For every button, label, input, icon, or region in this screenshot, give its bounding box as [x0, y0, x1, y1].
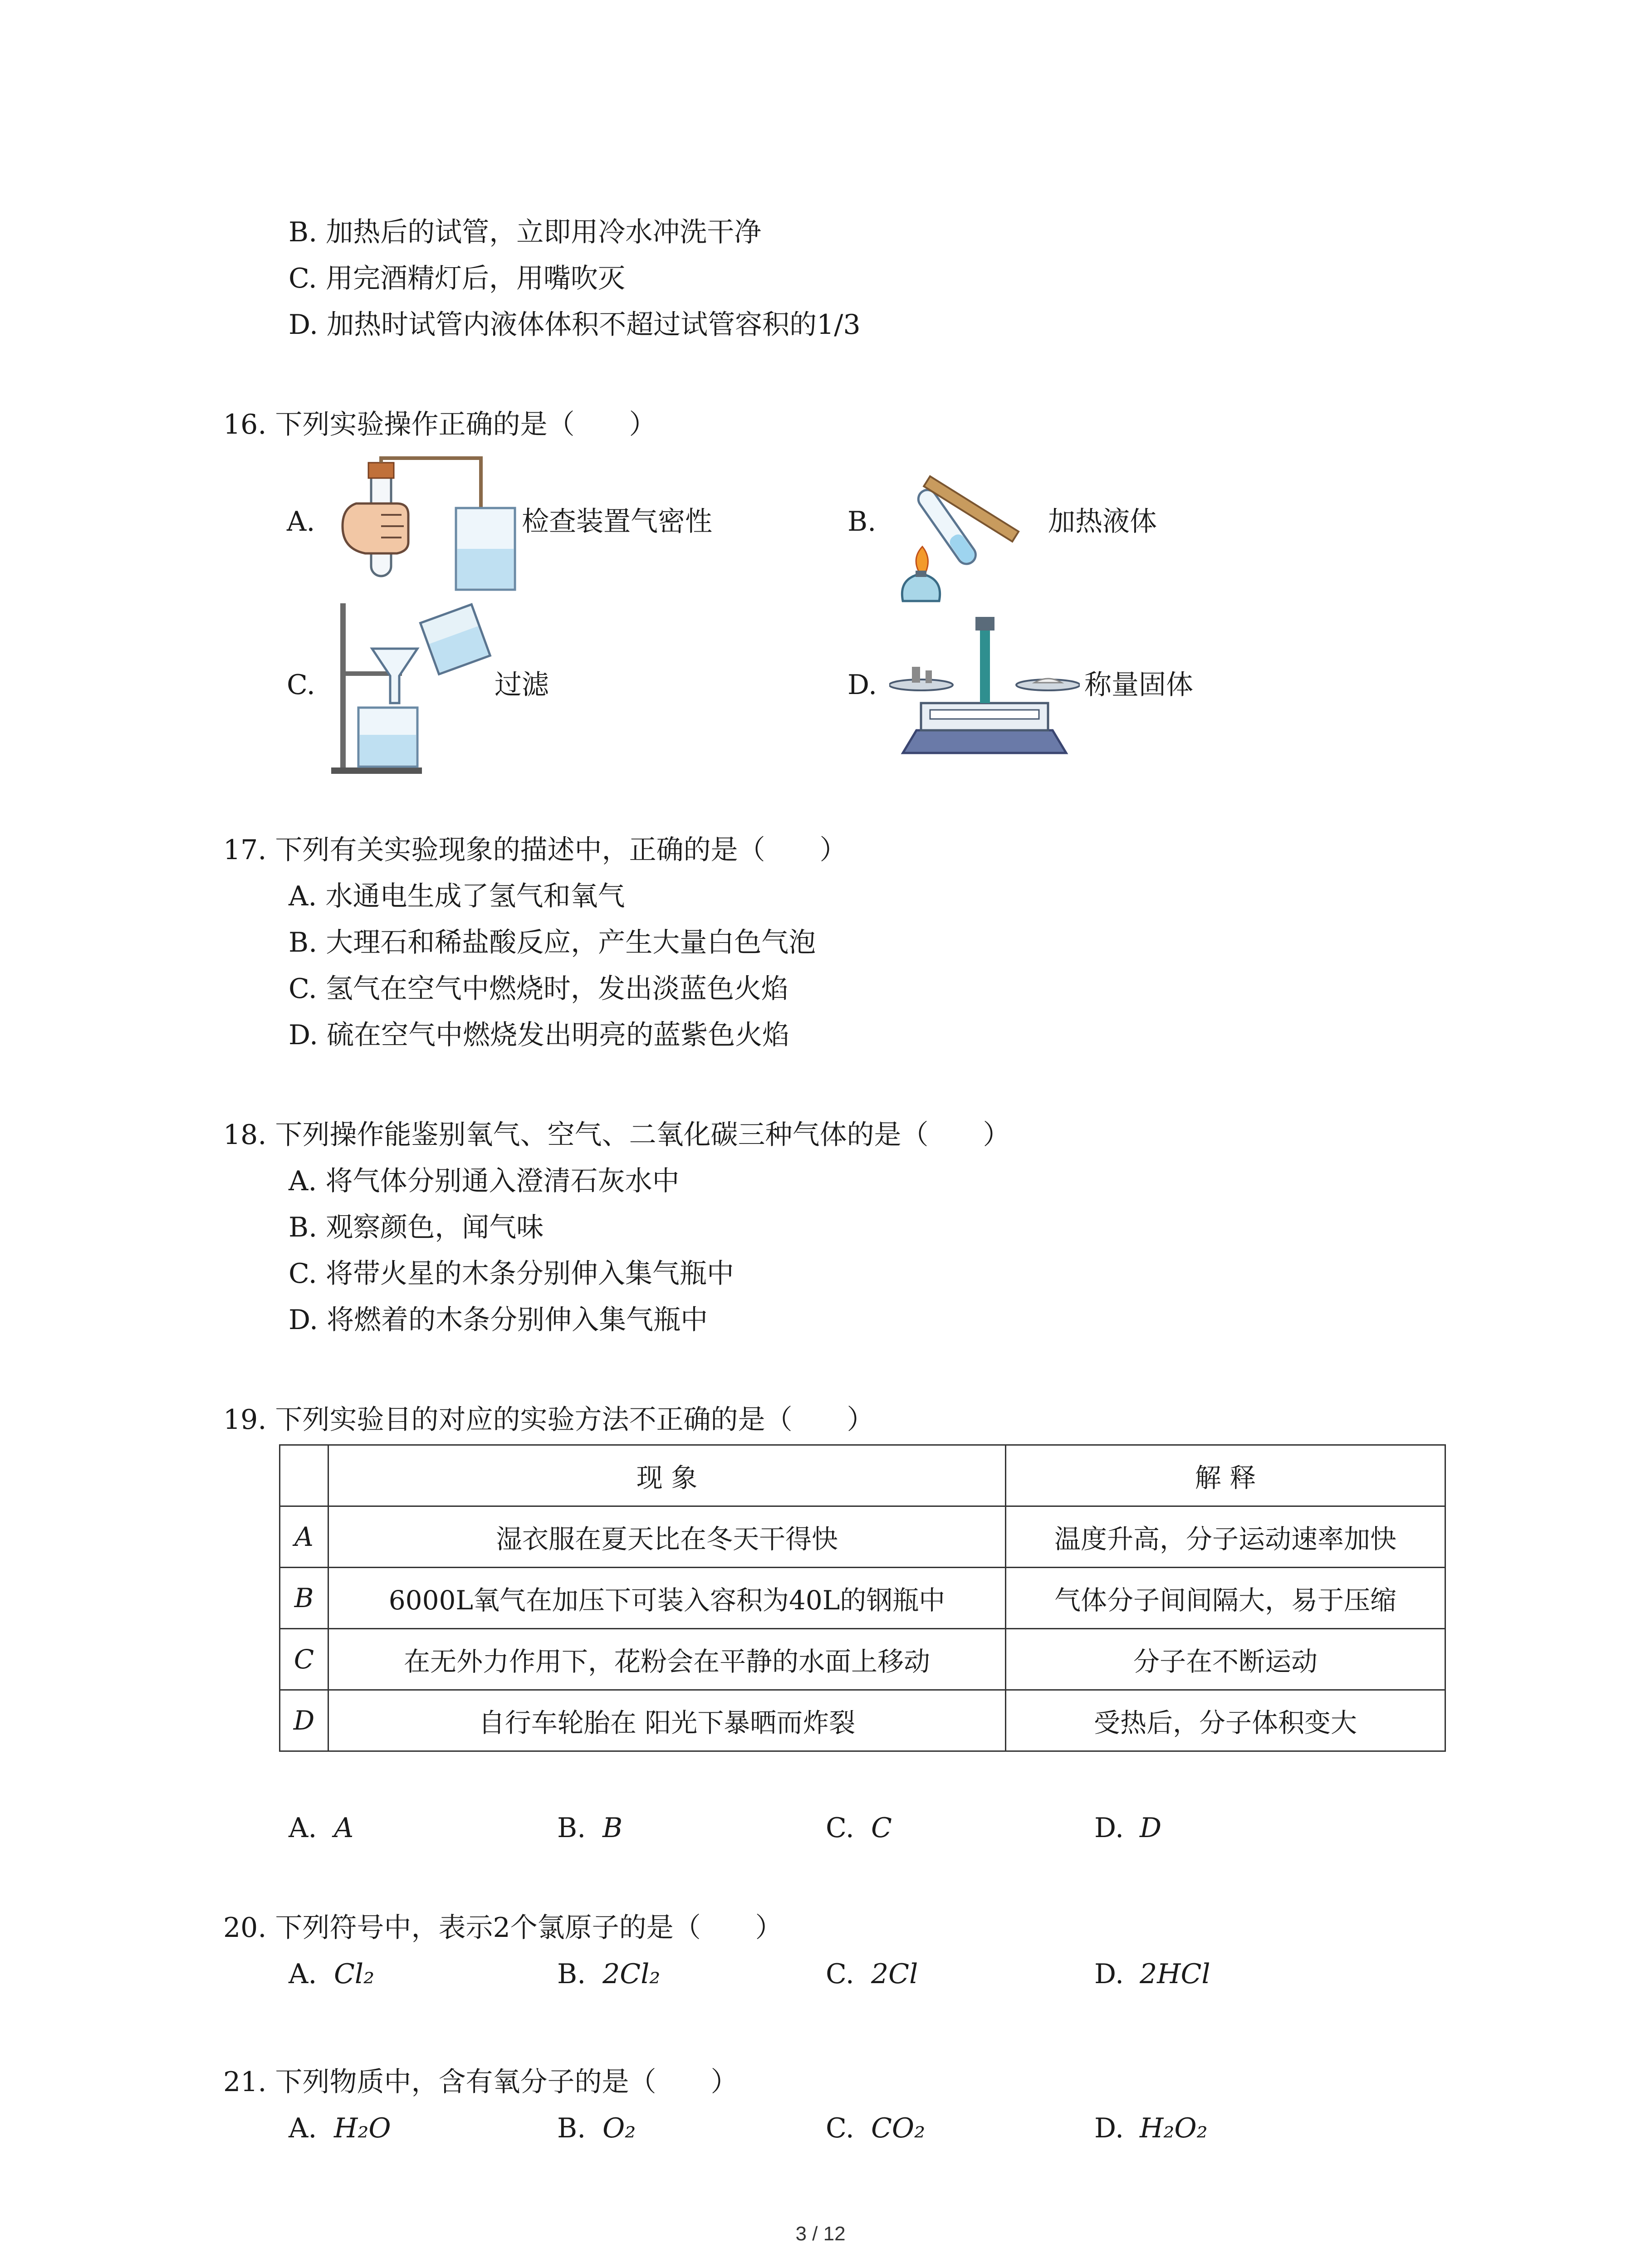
- q16-stem: 16. 下列实验操作正确的是（ ）: [223, 409, 656, 440]
- table-cell: B: [280, 1568, 328, 1629]
- q20-option-d-letter: D.: [1094, 1958, 1124, 1990]
- q21-option-d: H₂O₂: [1140, 2112, 1208, 2144]
- table-row: [280, 1629, 1445, 1690]
- table-cell: 自行车轮胎在 阳光下暴晒而炸裂: [328, 1690, 1006, 1751]
- q19-answer-c-letter: C.: [826, 1812, 854, 1844]
- q20-option-b-letter: B.: [557, 1958, 586, 1990]
- q19-answer-a: A: [334, 1812, 354, 1844]
- q17-option-b: B. 大理石和稀盐酸反应，产生大量白色气泡: [289, 927, 816, 958]
- q16-option-d-letter: D.: [847, 669, 877, 701]
- q18-option-c: C. 将带火星的木条分别伸入集气瓶中: [289, 1258, 734, 1290]
- table-cell: 受热后，分子体积变大: [1006, 1690, 1445, 1751]
- q18-option-b: B. 观察颜色，闻气味: [289, 1212, 544, 1243]
- q21-option-b: O₂: [603, 2112, 636, 2144]
- q19-stem: 19. 下列实验目的对应的实验方法不正确的是（ ）: [223, 1404, 874, 1436]
- q15-option-c: C. 用完酒精灯后，用嘴吹灭: [289, 263, 625, 294]
- q20-option-b: 2Cl₂: [603, 1958, 661, 1990]
- q20-option-c: 2Cl: [871, 1958, 918, 1990]
- table-cell: A: [280, 1506, 328, 1568]
- q17-option-a: A. 水通电生成了氢气和氧气: [289, 880, 625, 912]
- q19-answer-d-letter: D.: [1094, 1812, 1124, 1844]
- balance-scale-figure: [889, 617, 1080, 762]
- q21-option-c: CO₂: [871, 2112, 926, 2144]
- page-number: 3 / 12: [795, 2223, 846, 2245]
- heating-liquid-figure: [885, 449, 1048, 608]
- table-cell: 在无外力作用下，花粉会在平静的水面上移动: [328, 1629, 1006, 1690]
- airtightness-check-figure: [327, 454, 517, 599]
- q19-answer-d: D: [1140, 1812, 1162, 1844]
- q21-option-a-letter: A.: [289, 2112, 317, 2144]
- table-cell: 气体分子间间隔大，易于压缩: [1006, 1568, 1445, 1629]
- q21-option-d-letter: D.: [1094, 2112, 1124, 2144]
- q19-answer-a-letter: A.: [289, 1812, 317, 1844]
- q19-answer-b: B: [603, 1812, 623, 1844]
- q20-stem: 20. 下列符号中，表示2个氯原子的是（ ）: [223, 1912, 783, 1944]
- q19-answer-c: C: [871, 1812, 892, 1844]
- q20-option-c-letter: C.: [826, 1958, 854, 1990]
- table-header-row: [280, 1445, 1445, 1506]
- q16-option-a-letter: A.: [287, 506, 315, 538]
- q16-option-b-caption: 加热液体: [1048, 506, 1157, 538]
- q17-stem: 17. 下列有关实验现象的描述中，正确的是（ ）: [223, 834, 847, 866]
- q16-option-c-caption: 过滤: [495, 669, 549, 701]
- table-header-cell: 解 释: [1006, 1445, 1445, 1506]
- q20-option-d: 2HCl: [1140, 1958, 1210, 1990]
- table-header-cell: [280, 1445, 328, 1506]
- q16-option-b-letter: B.: [847, 506, 877, 538]
- q20-option-a: Cl₂: [334, 1958, 375, 1990]
- table-row: [280, 1568, 1445, 1629]
- q15-option-b: B. 加热后的试管，立即用冷水冲洗干净: [289, 216, 762, 248]
- q21-stem: 21. 下列物质中，含有氧分子的是（ ）: [223, 2066, 738, 2098]
- q18-option-d: D. 将燃着的木条分别伸入集气瓶中: [289, 1304, 708, 1336]
- table-cell: 温度升高，分子运动速率加快: [1006, 1506, 1445, 1568]
- q19-table: [279, 1444, 1446, 1752]
- q21-option-b-letter: B.: [557, 2112, 586, 2144]
- q19-answer-b-letter: B.: [557, 1812, 586, 1844]
- q16-option-c-letter: C.: [287, 669, 315, 701]
- table-cell: 分子在不断运动: [1006, 1629, 1445, 1690]
- table-cell: C: [280, 1629, 328, 1690]
- table-cell: 湿衣服在夏天比在冬天干得快: [328, 1506, 1006, 1568]
- q16-option-d-caption: 称量固体: [1084, 669, 1193, 701]
- filtration-figure: [331, 599, 499, 776]
- q15-option-d: D. 加热时试管内液体体积不超过试管容积的1/3: [289, 309, 861, 341]
- q18-stem: 18. 下列操作能鉴别氧气、空气、二氧化碳三种气体的是（ ）: [223, 1119, 1010, 1151]
- q21-option-c-letter: C.: [826, 2112, 854, 2144]
- q17-option-d: D. 硫在空气中燃烧发出明亮的蓝紫色火焰: [289, 1019, 790, 1051]
- table-row: [280, 1506, 1445, 1568]
- q20-option-a-letter: A.: [289, 1958, 317, 1990]
- table-header-cell: 现 象: [328, 1445, 1006, 1506]
- table-cell: D: [280, 1690, 328, 1751]
- q21-option-a: H₂O: [334, 2112, 391, 2144]
- q17-option-c: C. 氢气在空气中燃烧时，发出淡蓝色火焰: [289, 973, 789, 1005]
- q16-option-a-caption: 检查装置气密性: [522, 506, 712, 538]
- q18-option-a: A. 将气体分别通入澄清石灰水中: [289, 1165, 680, 1197]
- table-cell: 6000L氧气在加压下可装入容积为40L的钢瓶中: [328, 1568, 1006, 1629]
- table-row: [280, 1690, 1445, 1751]
